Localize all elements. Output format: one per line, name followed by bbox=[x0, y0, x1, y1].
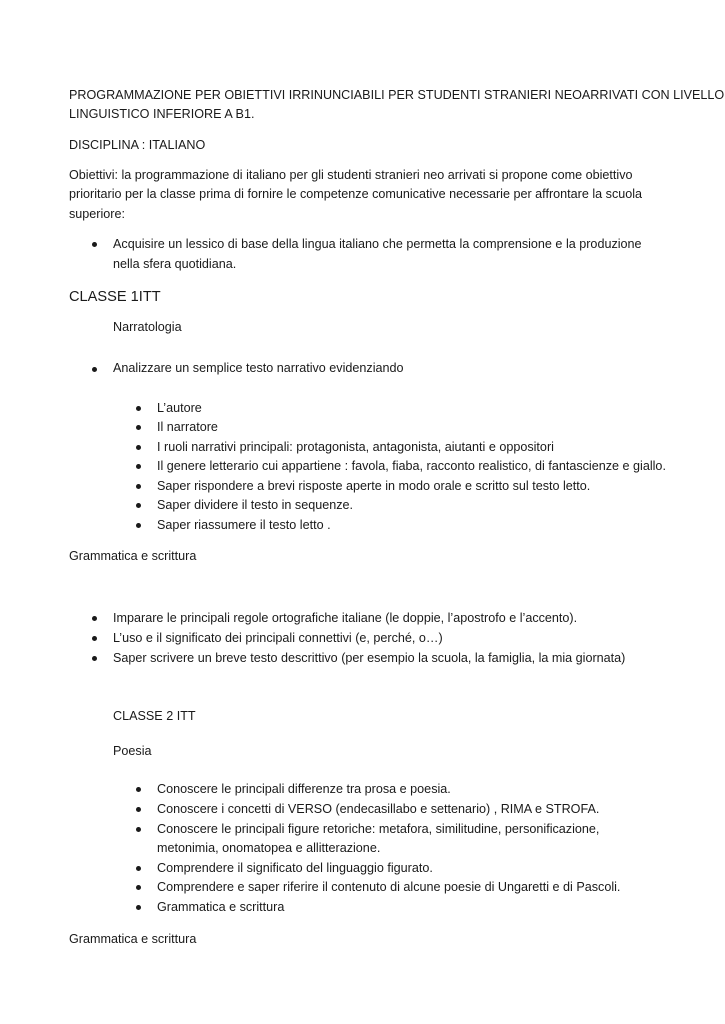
bullet-dot bbox=[136, 866, 141, 871]
bullet-dot bbox=[136, 885, 141, 890]
title-line-1: PROGRAMMAZIONE PER OBIETTIVI IRRINUNCIABILI PER STUDENTI STRANIERI NEOARRIVATI CON LIVELLO bbox=[69, 88, 725, 102]
bullet-dot bbox=[136, 464, 141, 469]
list-item: Saper riassumere il testo letto . bbox=[157, 518, 331, 532]
list-item: I ruoli narrativi principali: protagonista, antagonista, aiutanti e oppositori bbox=[157, 440, 554, 454]
bullet-dot bbox=[136, 787, 141, 792]
obiettivi-line-2: prioritario per la classe prima di fornire le competenze comunicative necessarie per affrontare la scuola bbox=[69, 187, 643, 201]
bullet-dot bbox=[136, 807, 141, 812]
obiettivi-line-1: Obiettivi: la programmazione di italiano per gli studenti stranieri neo arrivati si propone come obiettivo bbox=[69, 168, 633, 182]
obiettivi-line-3: superiore: bbox=[69, 207, 126, 221]
classe2-section-poesia: Poesia bbox=[113, 744, 152, 758]
list-item: Imparare le principali regole ortografiche italiane (le doppie, l’apostrofo e l’accento). bbox=[113, 611, 578, 625]
list-item: Il narratore bbox=[157, 420, 218, 434]
list-item: L’uso e il significato dei principali connettivi (e, perché, o…) bbox=[113, 631, 443, 645]
bullet-dot bbox=[136, 905, 141, 910]
list-item: Comprendere e saper riferire il contenuto di alcune poesie di Ungaretti e di Pascoli. bbox=[157, 880, 621, 894]
bullet-dot bbox=[136, 827, 141, 832]
list-item: Conoscere i concetti di VERSO (endecasillabo e settenario) , RIMA e STROFA. bbox=[157, 802, 600, 816]
bullet-dot bbox=[136, 503, 141, 508]
list-item: Saper dividere il testo in sequenze. bbox=[157, 498, 354, 512]
disciplina-label: DISCIPLINA : ITALIANO bbox=[69, 138, 206, 152]
list-item: Conoscere le principali differenze tra prosa e poesia. bbox=[157, 782, 451, 796]
list-item: Conoscere le principali figure retoriche: metafora, similitudine, personificazione, bbox=[157, 822, 600, 836]
classe1-section-narratologia: Narratologia bbox=[113, 320, 182, 334]
list-item: L’autore bbox=[157, 401, 202, 415]
list-item-continuation: metonimia, onomatopea e allitterazione. bbox=[157, 841, 381, 855]
bullet-dot bbox=[92, 636, 97, 641]
list-item: Saper rispondere a brevi risposte aperte in modo orale e scritto sul testo letto. bbox=[157, 479, 591, 493]
bullet-dot bbox=[136, 523, 141, 528]
classe1-main-bullet: Analizzare un semplice testo narrativo evidenziando bbox=[113, 361, 404, 375]
list-item: Saper scrivere un breve testo descrittivo (per esempio la scuola, la famiglia, la mia giornata) bbox=[113, 651, 626, 665]
bullet-dot bbox=[136, 425, 141, 430]
classe2-heading: CLASSE 2 ITT bbox=[113, 709, 196, 723]
bullet-dot bbox=[92, 656, 97, 661]
list-item: Il genere letterario cui appartiene : favola, fiaba, racconto realistico, di fantascienze e giallo. bbox=[157, 459, 666, 473]
classe1-grammar-heading: Grammatica e scrittura bbox=[69, 549, 197, 563]
bullet-dot bbox=[92, 367, 97, 372]
title-line-2: LINGUISTICO INFERIORE A B1. bbox=[69, 107, 255, 121]
goal-bullet-line-2: nella sfera quotidiana. bbox=[113, 257, 237, 271]
list-item: Grammatica e scrittura bbox=[157, 900, 285, 914]
bullet-dot bbox=[136, 406, 141, 411]
bullet-dot bbox=[136, 484, 141, 489]
classe1-heading: CLASSE 1ITT bbox=[69, 289, 161, 305]
goal-bullet-line-1: Acquisire un lessico di base della lingua italiano che permetta la comprensione e la produzione bbox=[113, 237, 642, 251]
bullet-dot bbox=[92, 616, 97, 621]
classe2-grammar-heading: Grammatica e scrittura bbox=[69, 932, 197, 946]
bullet-dot bbox=[136, 445, 141, 450]
list-item: Comprendere il significato del linguaggio figurato. bbox=[157, 861, 433, 875]
bullet-dot bbox=[92, 242, 97, 247]
